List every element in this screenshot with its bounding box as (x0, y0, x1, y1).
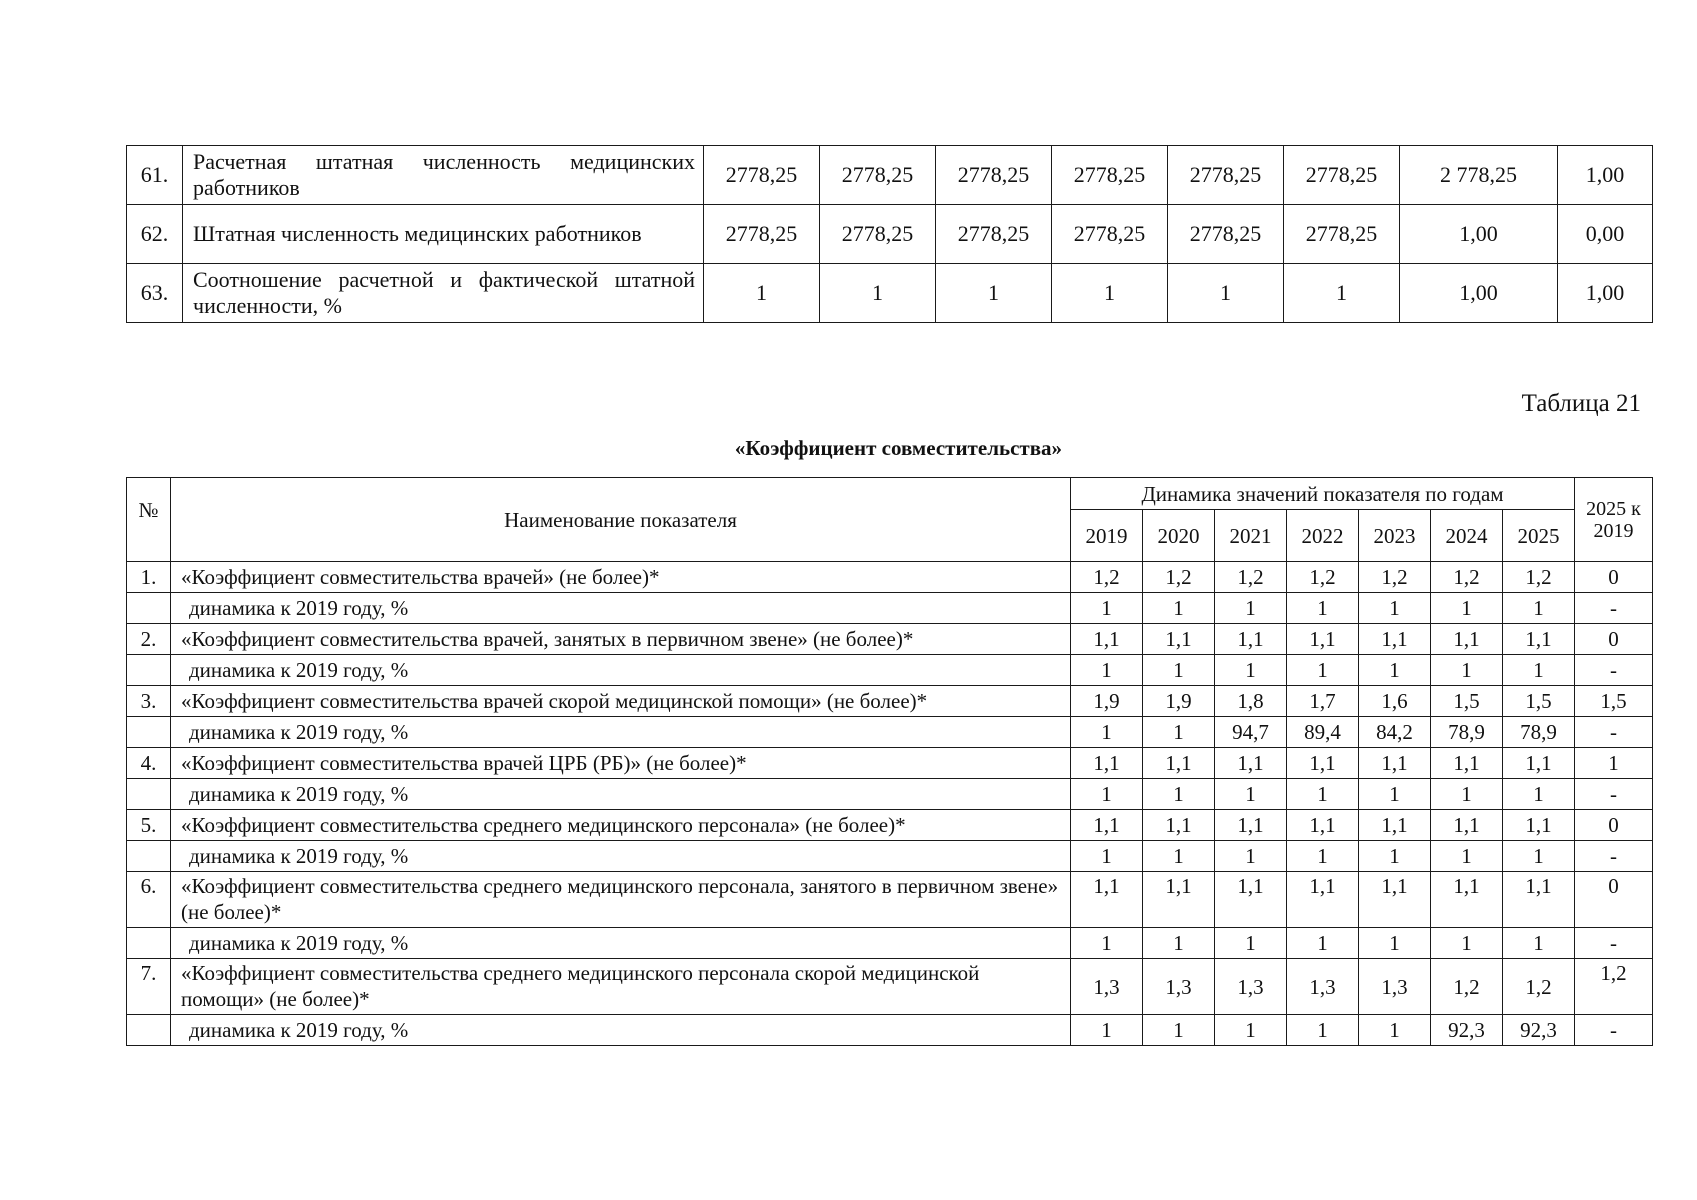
indicator-row (127, 624, 1653, 655)
year-value: 1,1 (1431, 872, 1503, 928)
row-number: 63. (127, 264, 183, 323)
year-value: 1,1 (1143, 872, 1215, 928)
combination-coefficient-table (126, 477, 1653, 1046)
value-cell: 1,00 (1558, 146, 1653, 205)
year-value: 1 (1071, 928, 1143, 959)
year-value: 1 (1071, 779, 1143, 810)
value-cell: 2778,25 (936, 146, 1052, 205)
year-value: 92,3 (1503, 1015, 1575, 1046)
header-year: 2021 (1215, 510, 1287, 562)
ratio-value: - (1575, 1015, 1653, 1046)
year-value: 1 (1287, 928, 1359, 959)
ratio-value: 0 (1575, 562, 1653, 593)
value-cell: 0,00 (1558, 205, 1653, 264)
year-value: 1,3 (1287, 959, 1359, 1015)
row-number: 7. (127, 959, 171, 1015)
year-value: 1 (1215, 779, 1287, 810)
table-row (127, 264, 1653, 323)
year-value: 1,2 (1143, 562, 1215, 593)
indicator-row (127, 748, 1653, 779)
indicator-name: «Коэффициент совместительства среднего медицинского персонала» (не более)* (171, 810, 1071, 841)
year-value: 1,1 (1431, 810, 1503, 841)
year-value: 1 (1287, 779, 1359, 810)
indicator-row (127, 959, 1653, 1015)
year-value: 1 (1143, 593, 1215, 624)
year-value: 1,1 (1359, 810, 1431, 841)
year-value: 1,1 (1503, 624, 1575, 655)
row-number: 61. (127, 146, 183, 205)
header-year: 2020 (1143, 510, 1215, 562)
year-value: 1 (1287, 593, 1359, 624)
indicator-name: «Коэффициент совместительства среднего медицинского персонала скорой медицинской помощи» (не более)* (171, 959, 1071, 1015)
value-cell: 2778,25 (936, 205, 1052, 264)
indicator-name: Соотношение расчетной и фактической штатной численности, % (183, 264, 704, 323)
row-number (127, 593, 171, 624)
year-value: 1,2 (1215, 562, 1287, 593)
year-value: 1,2 (1431, 959, 1503, 1015)
value-cell: 2778,25 (1284, 146, 1400, 205)
year-value: 1 (1431, 928, 1503, 959)
indicator-name: динамика к 2019 году, % (171, 779, 1071, 810)
year-value: 1 (1359, 655, 1431, 686)
indicator-row (127, 810, 1653, 841)
year-value: 1 (1071, 655, 1143, 686)
year-value: 1 (1215, 1015, 1287, 1046)
ratio-value: - (1575, 779, 1653, 810)
year-value: 1,1 (1143, 748, 1215, 779)
row-number: 5. (127, 810, 171, 841)
year-value: 1,1 (1215, 810, 1287, 841)
header-number: № (127, 478, 171, 562)
year-value: 1 (1287, 1015, 1359, 1046)
ratio-value: 0 (1575, 810, 1653, 841)
row-number: 1. (127, 562, 171, 593)
year-value: 1 (1071, 841, 1143, 872)
year-value: 1,1 (1503, 810, 1575, 841)
year-value: 1,2 (1071, 562, 1143, 593)
year-value: 1 (1071, 1015, 1143, 1046)
header-year: 2022 (1287, 510, 1359, 562)
value-cell: 2778,25 (820, 146, 936, 205)
year-value: 1,1 (1503, 872, 1575, 928)
value-cell: 1,00 (1400, 264, 1558, 323)
year-value: 1 (1359, 779, 1431, 810)
header-ratio: 2025 к 2019 (1575, 478, 1653, 562)
year-value: 1 (1215, 841, 1287, 872)
year-value: 1,1 (1287, 748, 1359, 779)
year-value: 1 (1431, 593, 1503, 624)
year-value: 1 (1503, 655, 1575, 686)
row-number (127, 655, 171, 686)
year-value: 1 (1143, 779, 1215, 810)
year-value: 1,1 (1359, 872, 1431, 928)
header-indicator-name: Наименование показателя (171, 478, 1071, 562)
value-cell: 2 778,25 (1400, 146, 1558, 205)
year-value: 1,1 (1359, 748, 1431, 779)
year-value: 78,9 (1503, 717, 1575, 748)
year-value: 1,2 (1431, 562, 1503, 593)
year-value: 1,1 (1143, 810, 1215, 841)
row-number (127, 928, 171, 959)
year-value: 1,1 (1143, 624, 1215, 655)
year-value: 1,1 (1431, 624, 1503, 655)
year-value: 1,1 (1215, 872, 1287, 928)
table-row (127, 205, 1653, 264)
year-value: 1,1 (1287, 872, 1359, 928)
year-value: 1 (1143, 717, 1215, 748)
year-value: 1 (1431, 779, 1503, 810)
ratio-value: - (1575, 928, 1653, 959)
dynamics-row (127, 1015, 1653, 1046)
row-number (127, 779, 171, 810)
year-value: 1,1 (1359, 624, 1431, 655)
value-cell: 1,00 (1400, 205, 1558, 264)
indicator-name: «Коэффициент совместительства врачей» (не более)* (171, 562, 1071, 593)
header-year: 2024 (1431, 510, 1503, 562)
year-value: 1 (1287, 655, 1359, 686)
value-cell: 2778,25 (820, 205, 936, 264)
year-value: 1 (1503, 928, 1575, 959)
year-value: 1,1 (1215, 624, 1287, 655)
year-value: 1,2 (1503, 562, 1575, 593)
year-value: 1 (1503, 593, 1575, 624)
header-year: 2025 (1503, 510, 1575, 562)
ratio-value: 1,2 (1575, 959, 1653, 1015)
year-value: 1,1 (1287, 810, 1359, 841)
year-value: 1 (1431, 655, 1503, 686)
year-value: 1 (1143, 1015, 1215, 1046)
indicator-row (127, 872, 1653, 928)
staffing-table (126, 145, 1653, 323)
year-value: 1,1 (1071, 872, 1143, 928)
year-value: 1 (1431, 841, 1503, 872)
year-value: 1,3 (1359, 959, 1431, 1015)
year-value: 1 (1359, 593, 1431, 624)
year-value: 1 (1359, 928, 1431, 959)
year-value: 1 (1359, 1015, 1431, 1046)
table-number: Таблица 21 (1521, 390, 1641, 417)
year-value: 1,9 (1143, 686, 1215, 717)
year-value: 1 (1503, 841, 1575, 872)
year-value: 1 (1503, 779, 1575, 810)
year-value: 1,9 (1071, 686, 1143, 717)
year-value: 94,7 (1215, 717, 1287, 748)
indicator-name: «Коэффициент совместительства врачей, занятых в первичном звене» (не более)* (171, 624, 1071, 655)
value-cell: 2778,25 (1052, 146, 1168, 205)
row-number (127, 841, 171, 872)
value-cell: 2778,25 (704, 205, 820, 264)
year-value: 1,5 (1431, 686, 1503, 717)
dynamics-row (127, 717, 1653, 748)
year-value: 1,3 (1143, 959, 1215, 1015)
year-value: 1,1 (1287, 624, 1359, 655)
ratio-value: - (1575, 841, 1653, 872)
row-number: 2. (127, 624, 171, 655)
year-value: 1 (1071, 593, 1143, 624)
row-number (127, 1015, 171, 1046)
indicator-name: динамика к 2019 году, % (171, 717, 1071, 748)
year-value: 1,7 (1287, 686, 1359, 717)
year-value: 1,6 (1359, 686, 1431, 717)
table-row (127, 146, 1653, 205)
header-year: 2019 (1071, 510, 1143, 562)
indicator-name: динамика к 2019 году, % (171, 928, 1071, 959)
indicator-name: Расчетная штатная численность медицинских работников (183, 146, 704, 205)
value-cell: 2778,25 (704, 146, 820, 205)
dynamics-row (127, 593, 1653, 624)
year-value: 1 (1359, 841, 1431, 872)
dynamics-row (127, 655, 1653, 686)
row-number (127, 717, 171, 748)
value-cell: 1,00 (1558, 264, 1653, 323)
ratio-value: 1 (1575, 748, 1653, 779)
value-cell: 2778,25 (1168, 205, 1284, 264)
value-cell: 1 (704, 264, 820, 323)
value-cell: 1 (936, 264, 1052, 323)
indicator-name: динамика к 2019 году, % (171, 655, 1071, 686)
ratio-value: - (1575, 655, 1653, 686)
ratio-value: - (1575, 717, 1653, 748)
indicator-name: динамика к 2019 году, % (171, 593, 1071, 624)
indicator-row (127, 686, 1653, 717)
year-value: 1,3 (1071, 959, 1143, 1015)
year-value: 89,4 (1287, 717, 1359, 748)
year-value: 1,1 (1503, 748, 1575, 779)
table-title: «Коэффициент совместительства» (734, 436, 1063, 460)
row-number: 62. (127, 205, 183, 264)
indicator-name: Штатная численность медицинских работников (183, 205, 704, 264)
value-cell: 2778,25 (1284, 205, 1400, 264)
year-value: 1 (1071, 717, 1143, 748)
indicator-row (127, 562, 1653, 593)
dynamics-row (127, 841, 1653, 872)
year-value: 1,2 (1359, 562, 1431, 593)
year-value: 1 (1143, 841, 1215, 872)
value-cell: 1 (1052, 264, 1168, 323)
year-value: 1 (1215, 928, 1287, 959)
indicator-name: «Коэффициент совместительства врачей скорой медицинской помощи» (не более)* (171, 686, 1071, 717)
indicator-name: динамика к 2019 году, % (171, 841, 1071, 872)
year-value: 1,1 (1071, 748, 1143, 779)
header-year: 2023 (1359, 510, 1431, 562)
value-cell: 2778,25 (1052, 205, 1168, 264)
value-cell: 1 (820, 264, 936, 323)
year-value: 1,1 (1071, 810, 1143, 841)
year-value: 1 (1143, 655, 1215, 686)
year-value: 1,3 (1215, 959, 1287, 1015)
indicator-name: динамика к 2019 году, % (171, 1015, 1071, 1046)
ratio-value: 0 (1575, 624, 1653, 655)
year-value: 1,1 (1431, 748, 1503, 779)
ratio-value: 0 (1575, 872, 1653, 928)
year-value: 1,1 (1071, 624, 1143, 655)
ratio-value: - (1575, 593, 1653, 624)
indicator-name: «Коэффициент совместительства среднего медицинского персонала, занятого в первичном звене» (не более)* (171, 872, 1071, 928)
value-cell: 1 (1168, 264, 1284, 323)
year-value: 92,3 (1431, 1015, 1503, 1046)
year-value: 1 (1215, 655, 1287, 686)
year-value: 1 (1287, 841, 1359, 872)
year-value: 1,5 (1503, 686, 1575, 717)
row-number: 6. (127, 872, 171, 928)
row-number: 3. (127, 686, 171, 717)
year-value: 1 (1215, 593, 1287, 624)
value-cell: 2778,25 (1168, 146, 1284, 205)
year-value: 1,2 (1503, 959, 1575, 1015)
year-value: 84,2 (1359, 717, 1431, 748)
year-value: 78,9 (1431, 717, 1503, 748)
ratio-value: 1,5 (1575, 686, 1653, 717)
year-value: 1,2 (1287, 562, 1359, 593)
value-cell: 1 (1284, 264, 1400, 323)
year-value: 1 (1143, 928, 1215, 959)
dynamics-row (127, 779, 1653, 810)
header-dynamics: Динамика значений показателя по годам (1071, 478, 1575, 510)
year-value: 1,8 (1215, 686, 1287, 717)
indicator-name: «Коэффициент совместительства врачей ЦРБ (РБ)» (не более)* (171, 748, 1071, 779)
year-value: 1,1 (1215, 748, 1287, 779)
dynamics-row (127, 928, 1653, 959)
row-number: 4. (127, 748, 171, 779)
